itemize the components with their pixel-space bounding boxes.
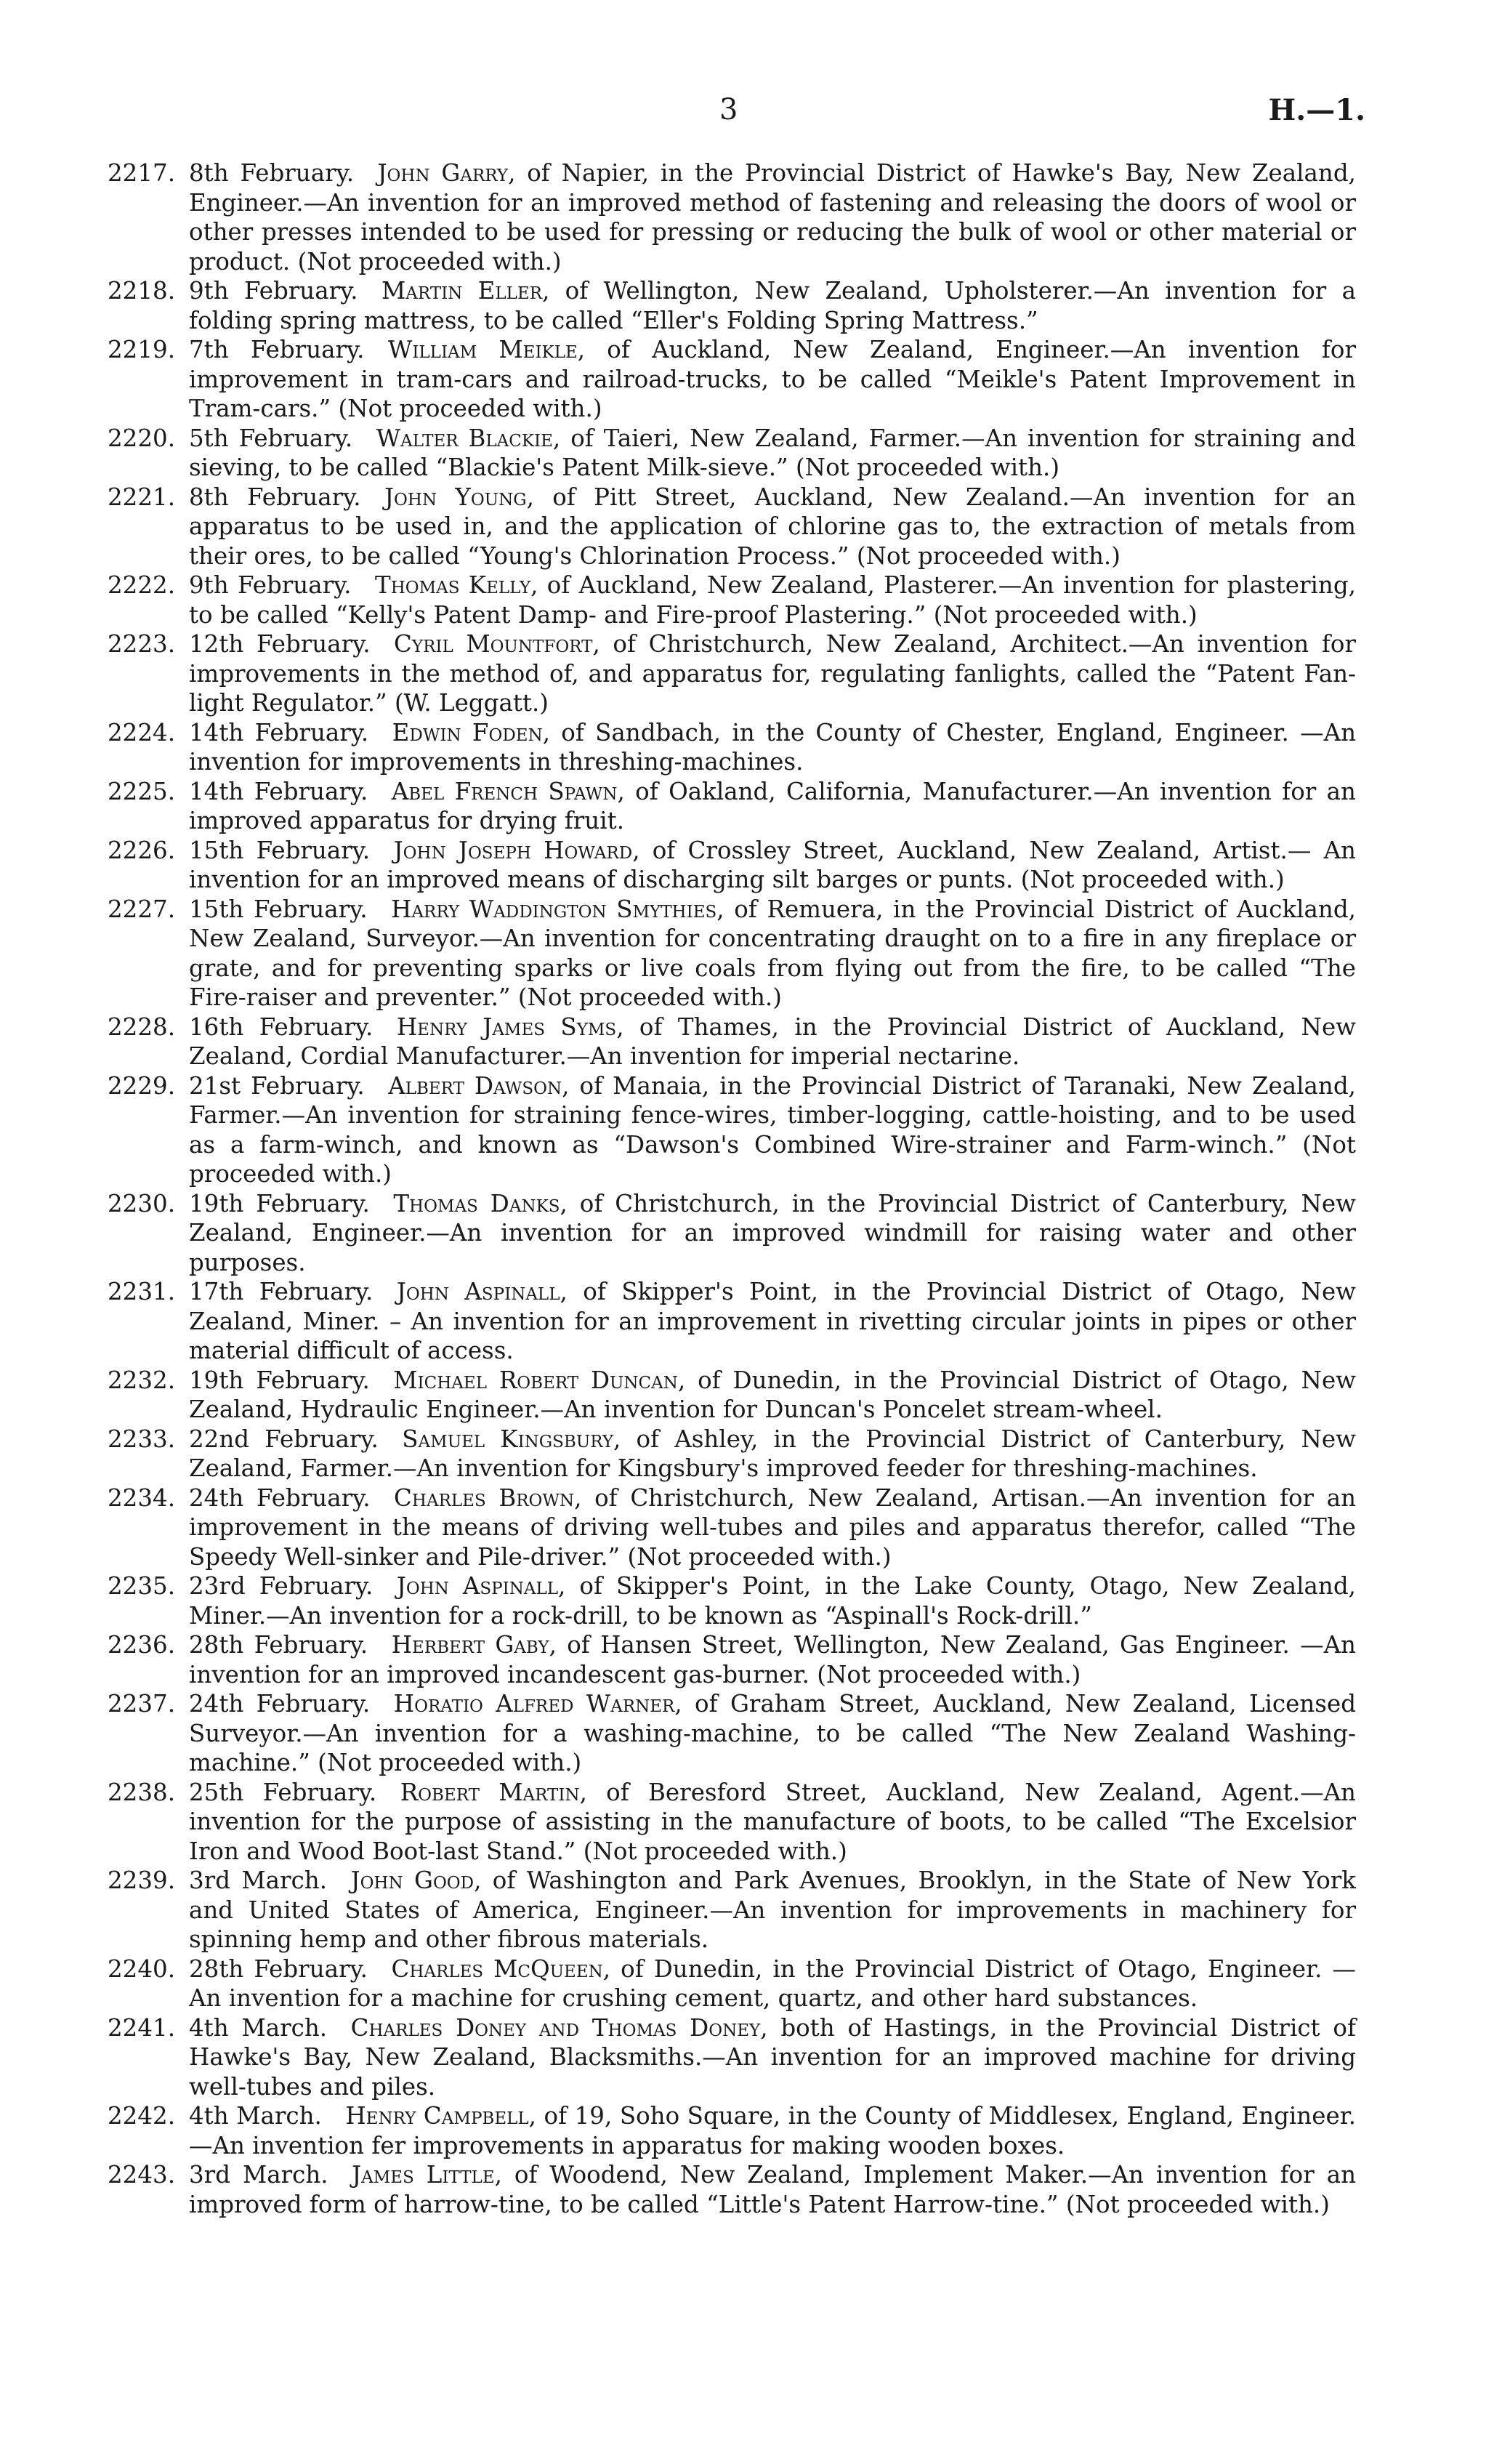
patent-entry — [108, 1071, 1356, 1189]
patent-entry — [108, 276, 1356, 335]
entry-date: 9th February. — [189, 277, 358, 305]
entry-applicant: John Joseph Howard — [393, 836, 633, 864]
entry-description: , of Dunedin, in the Provincial District of Otago, Engineer. — An invention for a machine for crushing cement, quartz, and other hard substances. — [189, 1954, 1356, 2012]
patent-entry — [108, 1571, 1356, 1630]
entry-applicant: Charles Doney and Thomas Doney — [350, 2013, 761, 2042]
entry-date: 14th February. — [189, 777, 368, 805]
entry-date: 9th February. — [189, 571, 352, 599]
entry-applicant: John Aspinall — [396, 1572, 558, 1600]
entry-description: , of Auckland, New Zealand, Plasterer.—An invention for plastering, to be called “Kelly's Patent Damp- and Fire-proof Plastering.” (Not proceeded with.) — [189, 571, 1356, 629]
entry-date: 28th February. — [189, 1954, 368, 1983]
entry-number: 2236. — [108, 1631, 176, 1659]
entry-number: 2224. — [108, 718, 176, 746]
patent-entry — [108, 483, 1356, 571]
entry-number: 2242. — [108, 2102, 176, 2130]
entry-applicant: Henry James Syms — [396, 1012, 617, 1041]
entry-description: , of Pitt Street, Auckland, New Zealand.—An invention for an apparatus to be used in, and the application of chlorine gas to, the extraction of metals from their ores, to be called “Young's Chlorination Process.” (Not proceeded with.) — [189, 483, 1356, 570]
entry-date: 15th February. — [189, 895, 368, 923]
entry-description: , of Napier, in the Provincial District of Hawke's Bay, New Zealand, Engineer.—An invention for an improved method of fastening and releasing the doors of wool or other presses intended to be used for pressing or reducing the bulk of wool or other material or product. (Not proceeded with.) — [189, 159, 1356, 275]
entry-date: 5th February. — [189, 424, 353, 452]
entry-date: 3rd March. — [189, 1867, 328, 1894]
entry-applicant: Horatio Alfred Warner — [393, 1690, 675, 1718]
entry-description: , of Hansen Street, Wellington, New Zealand, Gas Engineer. —An invention for an improved incandescent gas-burner. (Not proceeded with.) — [189, 1631, 1356, 1688]
patent-entry — [108, 2101, 1356, 2160]
entry-date: 15th February. — [189, 836, 371, 864]
entry-number: 2226. — [108, 836, 176, 864]
entry-number: 2234. — [108, 1483, 176, 1512]
entry-applicant: John Good — [350, 1867, 475, 1894]
entry-date: 4th March. — [189, 2013, 328, 2042]
entry-applicant: Cyril Mountfort — [394, 630, 593, 658]
entry-number: 2237. — [108, 1690, 176, 1718]
entry-description: , both of Hastings, in the Provincial District of Hawke's Bay, New Zealand, Blacksmiths.—An invention for an improved machine for driving well-tubes and piles. — [189, 2013, 1356, 2101]
entry-description: , of Manaia, in the Provincial District of Taranaki, New Zealand, Farmer.—An invention for straining fence-wires, timber-logging, cattle-hoisting, and to be used as a farm-winch, and known as “Dawson's Combined Wire-strainer and Farm-winch.” (Not proceeded with.) — [189, 1071, 1356, 1188]
entry-date: 3rd March. — [189, 2161, 328, 2189]
patent-entry — [108, 1778, 1356, 1867]
patent-entry — [108, 895, 1356, 1012]
entry-date: 25th February. — [189, 1778, 377, 1806]
entry-number: 2227. — [108, 895, 176, 923]
entry-applicant: Henry Campbell — [345, 2102, 529, 2130]
patent-entry — [108, 1483, 1356, 1572]
entry-description: , of Beresford Street, Auckland, New Zealand, Agent.—An invention for the purpose of assisting in the manufacture of boots, to be called “The Excelsior Iron and Wood Boot-last Stand.” (Not proceeded with.) — [189, 1778, 1356, 1865]
entry-number: 2222. — [108, 571, 176, 599]
entry-description: , of Taieri, New Zealand, Farmer.—An invention for straining and sieving, to be called “Blackie's Patent Milk-sieve.” (Not proceeded with.) — [189, 424, 1356, 481]
entry-description: , of Thames, in the Provincial District of Auckland, New Zealand, Cordial Manufacturer.—An invention for imperial nectarine. — [189, 1012, 1357, 1070]
entry-description: , of Washington and Park Avenues, Brooklyn, in the State of New York and United States of America, Engineer.—An invention for improvements in machinery for spinning hemp and other fibrous materials. — [189, 1867, 1356, 1953]
patent-entry — [108, 718, 1356, 777]
entry-date: 21st February. — [189, 1071, 365, 1100]
patent-entry — [108, 1366, 1356, 1425]
entry-number: 2241. — [108, 2013, 176, 2042]
entry-description: , of Dunedin, in the Provincial District of Otago, New Zealand, Hydraulic Engineer.—An invention for Duncan's Poncelet stream-wheel. — [189, 1366, 1356, 1423]
entry-applicant: Thomas Kelly — [375, 571, 531, 599]
entry-date: 14th February. — [189, 718, 369, 746]
entry-date: 4th March. — [189, 2102, 322, 2130]
entry-number: 2235. — [108, 1572, 176, 1600]
entry-applicant: Abel French Spawn — [391, 777, 618, 805]
patent-entry — [108, 1630, 1356, 1689]
entry-description: , of Skipper's Point, in the Provincial District of Otago, New Zealand, Miner. – An invention for an improvement in rivetting circular joints in pipes or other material difficult of access. — [189, 1278, 1356, 1364]
entry-date: 19th February. — [189, 1189, 370, 1217]
patent-entries-list — [108, 158, 1356, 2219]
entry-applicant: Charles Brown — [394, 1483, 575, 1512]
entry-number: 2228. — [108, 1012, 176, 1041]
entry-date: 17th February. — [189, 1278, 374, 1305]
patent-entry — [108, 2160, 1356, 2219]
patent-entry — [108, 1012, 1356, 1071]
entry-description: , of Christchurch, New Zealand, Artisan.—An invention for an improvement in the means of driving well-tubes and piles and apparatus therefor, called “The Speedy Well-sinker and Pile-driver.” (Not proceeded with.) — [189, 1483, 1357, 1571]
document-reference: H.—1. — [1268, 93, 1365, 127]
entry-description: , of Oakland, California, Manufacturer.—An invention for an improved apparatus for drying fruit. — [189, 777, 1356, 834]
entry-description: , of Christchurch, New Zealand, Architect.—An invention for improvements in the method of, and apparatus for, regulating fanlights, called the “Patent Fan-light Regulator.” (W. Leggatt.) — [189, 630, 1356, 717]
entry-description: , of Auckland, New Zealand, Engineer.—An invention for improvement in tram-cars and railroad-trucks, to be called “Meikle's Patent Improvement in Tram-cars.” (Not proceeded with.) — [189, 336, 1356, 422]
entry-applicant: John Garry — [377, 159, 509, 187]
patent-entry — [108, 424, 1356, 483]
entry-description: , of Remuera, in the Provincial District of Auckland, New Zealand, Surveyor.—An invention for concentrating draught on to a fire in any fireplace or grate, and for preventing sparks or live coals from flying out from the fire, to be called “The Fire-raiser and preventer.” (Not proceeded with.) — [189, 895, 1356, 1011]
entry-number: 2218. — [108, 277, 176, 305]
entry-description: , of Skipper's Point, in the Lake County, Otago, New Zealand, Miner.—An invention for a rock-drill, to be known as “Aspinall's Rock-drill.” — [189, 1572, 1357, 1630]
entry-number: 2240. — [108, 1954, 176, 1983]
entry-number: 2219. — [108, 336, 176, 363]
entry-description: , of Sandbach, in the County of Chester, England, Engineer. —An invention for improvements in threshing-machines. — [189, 718, 1357, 776]
entry-description: , of Christchurch, in the Provincial District of Canterbury, New Zealand, Engineer.—An invention for an improved windmill for raising water and other purposes. — [189, 1189, 1356, 1276]
entry-date: 16th February. — [189, 1012, 374, 1041]
entry-description: , of Woodend, New Zealand, Implement Maker.—An invention for an improved form of harrow-tine, to be called “Little's Patent Harrow-tine.” (Not proceeded with.) — [189, 2161, 1357, 2218]
entry-applicant: John Aspinall — [396, 1278, 560, 1305]
patent-entry — [108, 777, 1356, 836]
patent-entry — [108, 158, 1356, 276]
entry-applicant: Robert Martin — [400, 1778, 580, 1806]
entry-applicant: Edwin Foden — [392, 718, 543, 746]
entry-description: , of Wellington, New Zealand, Upholsterer.—An invention for a folding spring mattress, to be called “Eller's Folding Spring Mattress.” — [189, 277, 1356, 334]
patent-entry — [108, 1954, 1356, 2013]
entry-number: 2225. — [108, 777, 176, 805]
patent-entry — [108, 836, 1356, 895]
entry-number: 2221. — [108, 483, 176, 511]
entry-date: 8th February. — [189, 159, 355, 187]
entry-description: , of Ashley, in the Provincial District of Canterbury, New Zealand, Farmer.—An invention for Kingsbury's improved feeder for threshing-machines. — [189, 1425, 1356, 1482]
entry-number: 2232. — [108, 1366, 176, 1394]
entry-applicant: Martin Eller — [381, 277, 543, 305]
entry-applicant: Michael Robert Duncan — [393, 1366, 678, 1394]
entry-date: 8th February. — [189, 483, 361, 511]
entry-applicant: William Meikle — [387, 336, 578, 363]
entry-description: , of 19, Soho Square, in the County of Middlesex, England, Engineer.—An invention fer improvements in apparatus for making wooden boxes. — [189, 2102, 1356, 2159]
patent-entry — [108, 1277, 1356, 1366]
entry-date: 7th February. — [189, 336, 365, 363]
patent-entry — [108, 1866, 1356, 1954]
patent-entry — [108, 629, 1356, 718]
entry-date: 24th February. — [189, 1483, 371, 1512]
entry-date: 12th February. — [189, 630, 371, 658]
entry-number: 2230. — [108, 1189, 176, 1217]
patent-entry — [108, 1425, 1356, 1483]
patent-entry — [108, 2013, 1356, 2102]
entry-number: 2231. — [108, 1278, 176, 1305]
entry-date: 28th February. — [189, 1631, 368, 1659]
entry-applicant: Albert Dawson — [388, 1071, 562, 1100]
entry-date: 22nd February. — [189, 1425, 379, 1453]
entry-number: 2229. — [108, 1071, 176, 1100]
entry-description: , of Graham Street, Auckland, New Zealand, Licensed Surveyor.—An invention for a washing-machine, to be called “The New Zealand Washing-machine.” (Not proceeded with.) — [189, 1690, 1357, 1776]
entry-number: 2223. — [108, 630, 176, 658]
patent-entry — [108, 1189, 1356, 1278]
entry-number: 2239. — [108, 1867, 176, 1894]
entry-number: 2233. — [108, 1425, 176, 1453]
entry-date: 24th February. — [189, 1690, 371, 1718]
entry-applicant: Thomas Danks — [393, 1189, 560, 1217]
entry-number: 2220. — [108, 424, 176, 452]
entry-date: 19th February. — [189, 1366, 370, 1394]
entry-description: , of Crossley Street, Auckland, New Zealand, Artist.— An invention for an improved means of discharging silt barges or punts. (Not proceeded with.) — [189, 836, 1356, 893]
entry-applicant: Walter Blackie — [376, 424, 553, 452]
patent-entry — [108, 571, 1356, 629]
entry-date: 23rd February. — [189, 1572, 374, 1600]
page-number: 3 — [719, 93, 738, 126]
entry-applicant: Herbert Gaby — [391, 1631, 549, 1659]
patent-entry — [108, 1689, 1356, 1778]
entry-applicant: Charles McQueen — [391, 1954, 603, 1983]
entry-number: 2238. — [108, 1778, 176, 1806]
entry-applicant: Harry Waddington Smythies — [391, 895, 717, 923]
entry-number: 2217. — [108, 159, 176, 187]
entry-applicant: John Young — [384, 483, 527, 511]
patent-entry — [108, 335, 1356, 424]
entry-applicant: Samuel Kingsbury — [402, 1425, 614, 1453]
entry-applicant: James Little — [352, 2161, 495, 2189]
entry-number: 2243. — [108, 2161, 176, 2189]
